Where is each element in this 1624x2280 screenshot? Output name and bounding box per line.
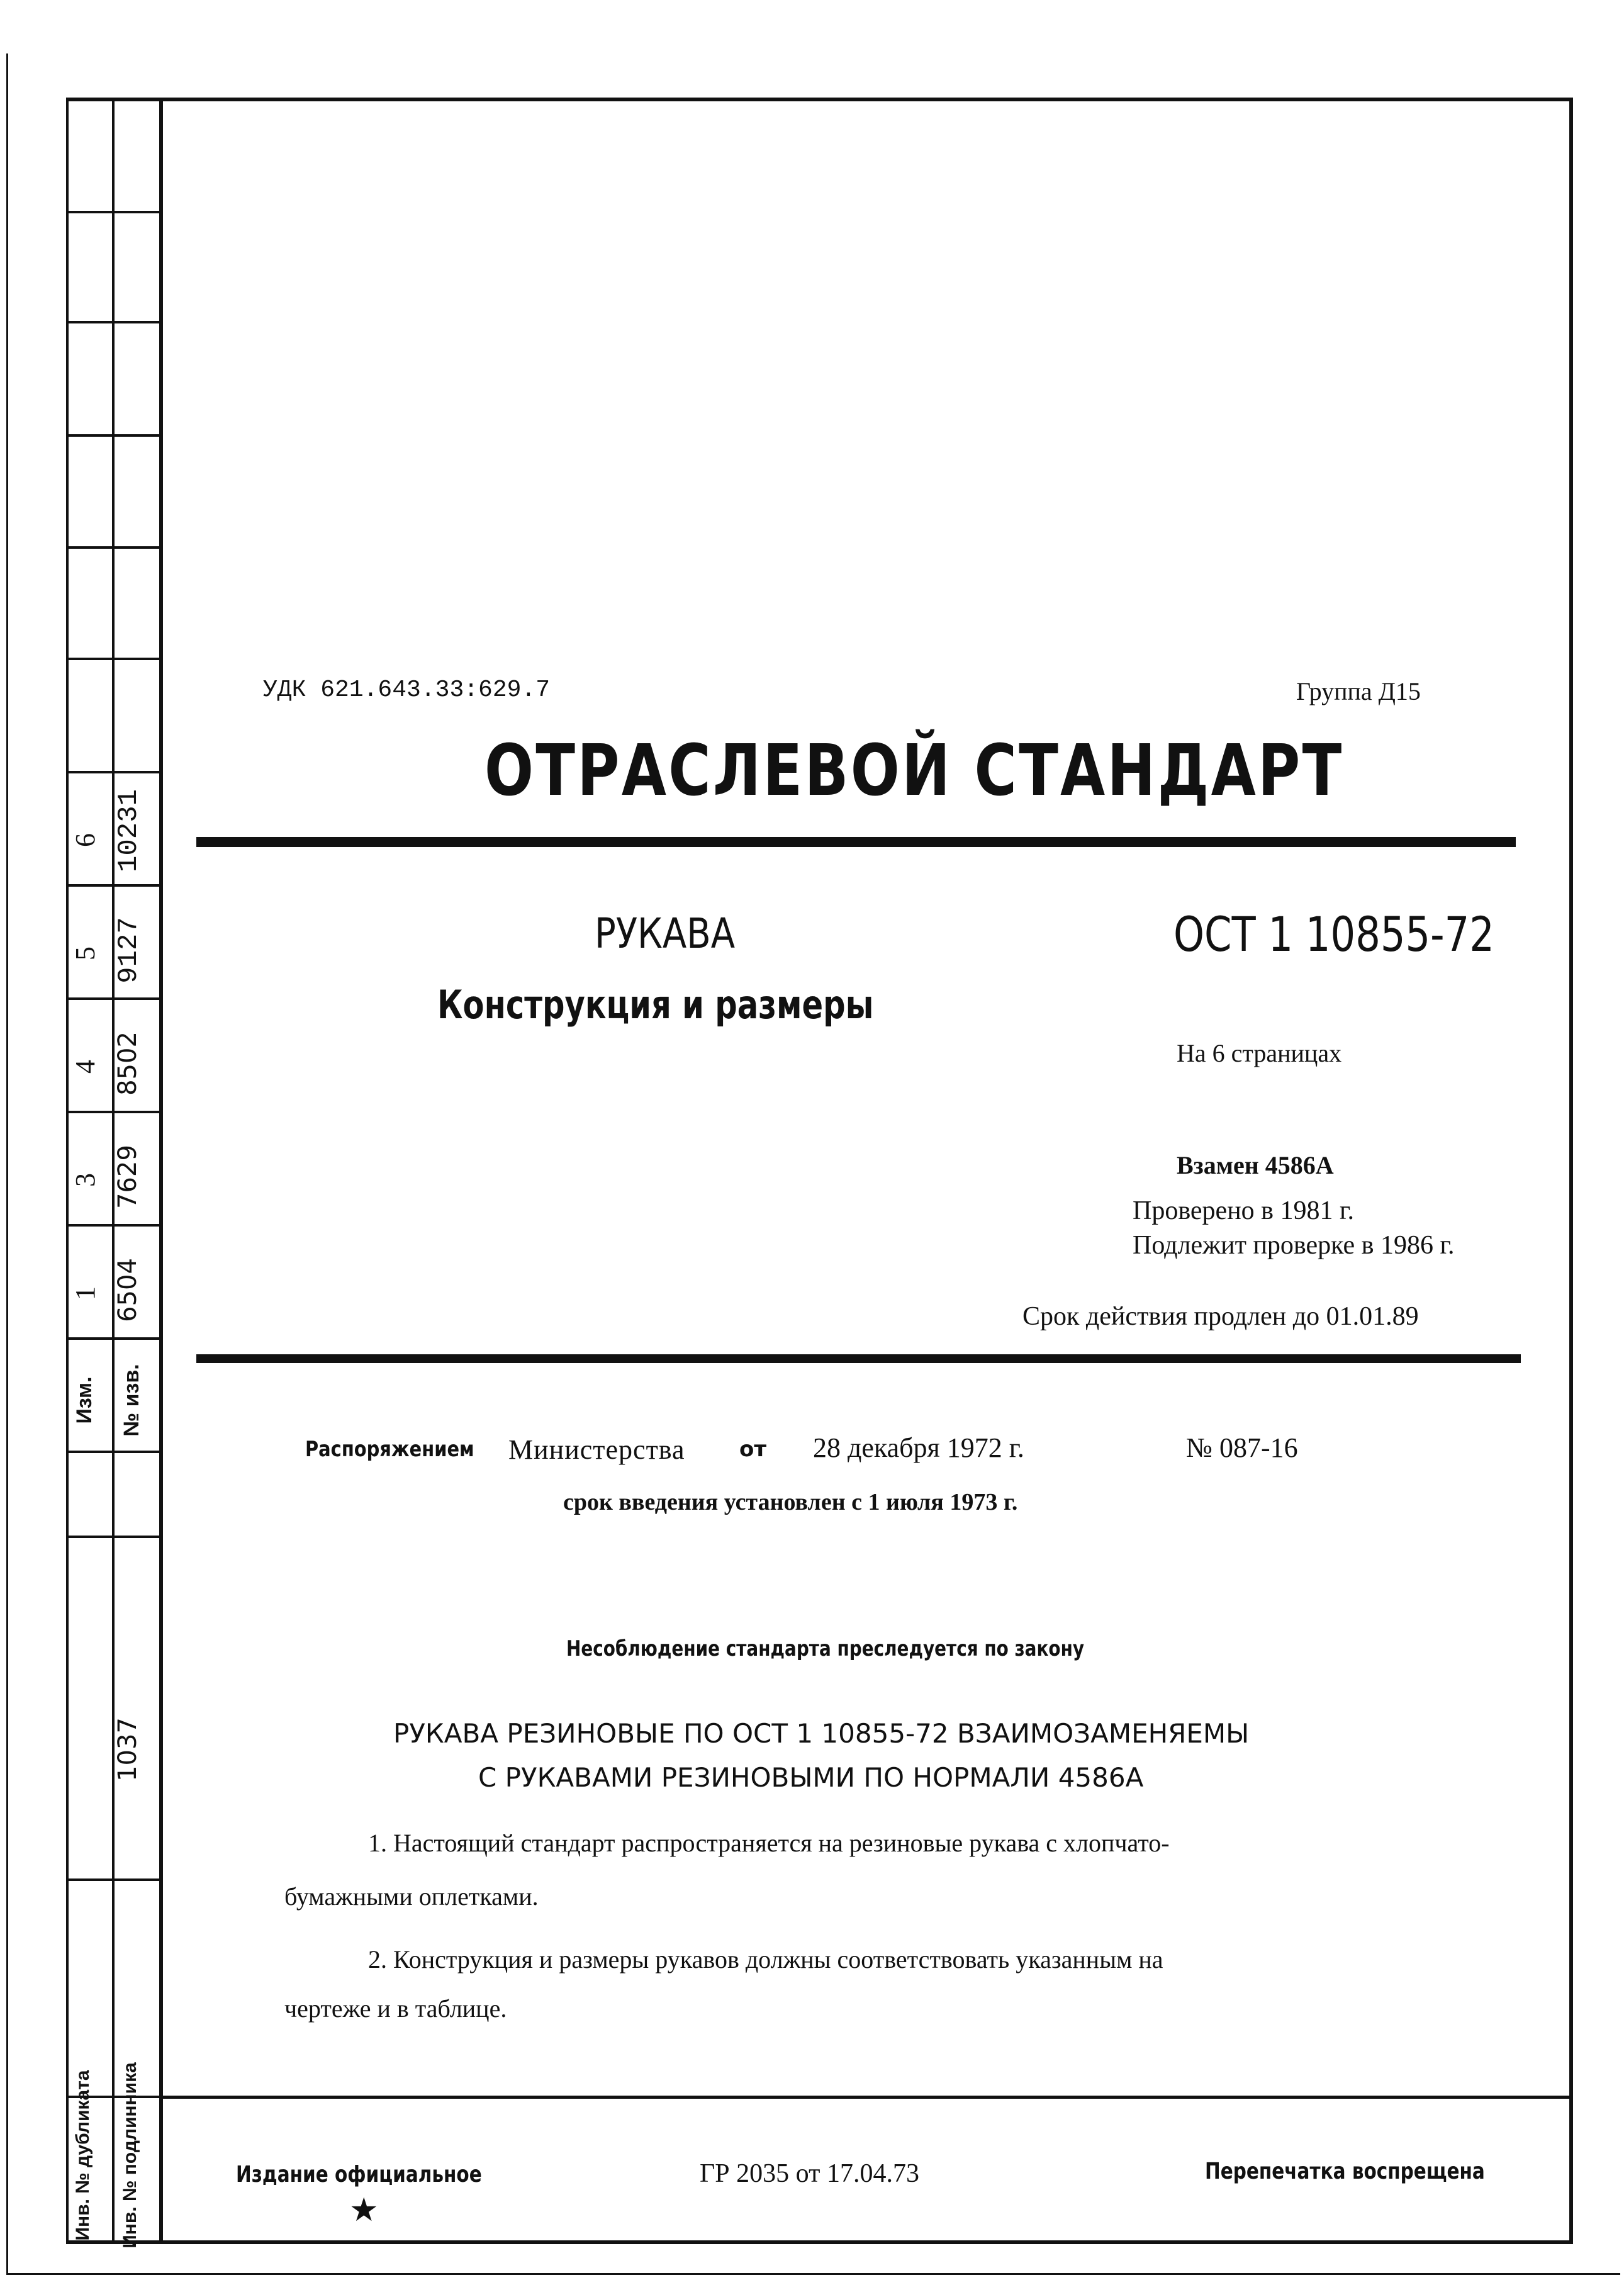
sidebar-inv-number: 1037 bbox=[113, 1717, 142, 1782]
checked-year: Проверено в 1981 г. bbox=[1133, 1196, 1354, 1225]
sidebar-rule bbox=[66, 884, 160, 887]
sidebar-rule bbox=[66, 771, 160, 773]
legal-warning: Несоблюдение стандарта преследуется по закону bbox=[566, 1636, 1085, 1661]
standard-title: ОТРАСЛЕВОЙ СТАНДАРТ bbox=[484, 730, 1344, 812]
next-check-year: Подлежит проверке в 1986 г. bbox=[1133, 1231, 1455, 1260]
sidebar-change-4: 4 bbox=[70, 1060, 101, 1074]
replaces: Взамен 4586А bbox=[1177, 1151, 1334, 1179]
outer-frame-bottom bbox=[6, 2273, 1620, 2275]
registration-number: ГР 2035 от 17.04.73 bbox=[700, 2159, 919, 2188]
sidebar-rule bbox=[66, 1111, 160, 1113]
sidebar-change-6: 6 bbox=[70, 833, 101, 847]
outer-frame-left bbox=[6, 53, 8, 2275]
sidebar-doc-8502: 8502 bbox=[113, 1031, 142, 1096]
sidebar-rule bbox=[66, 1224, 160, 1227]
sidebar-left bbox=[66, 98, 69, 2243]
sidebar-doc-6504: 6504 bbox=[113, 1258, 142, 1322]
frame-bottom bbox=[66, 2240, 1573, 2244]
sidebar-rule bbox=[66, 434, 160, 437]
udk-code: УДК 621.643.33:629.7 bbox=[263, 677, 551, 704]
pages-count: На 6 страницах bbox=[1177, 1039, 1342, 1067]
rule-thick-bottom bbox=[196, 1354, 1521, 1363]
frame-top bbox=[66, 98, 1573, 101]
order-date: 28 декабря 1972 г. bbox=[813, 1432, 1024, 1463]
subject-title: РУКАВА bbox=[595, 909, 736, 958]
sidebar-doc-7629: 7629 bbox=[113, 1145, 142, 1209]
interchange-line-1: РУКАВА РЕЗИНОВЫЕ ПО ОСТ 1 10855-72 ВЗАИМОЗАМЕНЯЕМЫ bbox=[393, 1718, 1250, 1749]
order-from: от bbox=[739, 1437, 767, 1462]
order-ministry: Министерства bbox=[508, 1434, 685, 1465]
star-icon: ★ bbox=[349, 2193, 379, 2228]
paragraph-1-line-1: 1. Настоящий стандарт распространяется на резиновые рукава с хлопчато- bbox=[368, 1829, 1170, 1857]
sidebar-change-3: 3 bbox=[70, 1173, 101, 1187]
standard-code: ОСТ 1 10855-72 bbox=[1173, 906, 1494, 962]
paragraph-2-line-2: чертеже и в таблице. bbox=[284, 1994, 507, 2023]
group-code: Группа Д15 bbox=[1296, 677, 1421, 705]
sidebar-rule bbox=[66, 1878, 160, 1881]
sidebar-rule bbox=[66, 658, 160, 660]
footer-rule bbox=[159, 2096, 1573, 2099]
validity-extended: Срок действия продлен до 01.01.89 bbox=[1022, 1302, 1419, 1331]
order-number: № 087-16 bbox=[1186, 1432, 1298, 1463]
rule-thick-top bbox=[196, 837, 1516, 847]
paragraph-1-line-2: бумажными оплетками. bbox=[284, 1882, 539, 1911]
order-label: Распоряжением bbox=[305, 1437, 474, 1462]
interchange-line-2: С РУКАВАМИ РЕЗИНОВЫМИ ПО НОРМАЛИ 4586А bbox=[478, 1762, 1144, 1793]
sidebar-change-1: 1 bbox=[70, 1286, 101, 1300]
effective-date: срок введения установлен с 1 июля 1973 г. bbox=[563, 1489, 1018, 1515]
sidebar-rule bbox=[66, 1337, 160, 1340]
sidebar-rule bbox=[66, 1451, 160, 1453]
sidebar-change-5: 5 bbox=[70, 946, 101, 960]
paragraph-2-line-1: 2. Конструкция и размеры рукавов должны соответствовать указанным на bbox=[368, 1945, 1163, 1974]
sidebar-rule bbox=[66, 997, 160, 1000]
sidebar-rule bbox=[66, 321, 160, 323]
frame-right bbox=[1569, 98, 1573, 2243]
reprint-prohibited: Перепечатка воспрещена bbox=[1205, 2159, 1485, 2184]
sidebar-doc-9127: 9127 bbox=[113, 917, 145, 984]
sidebar-label-doc: № изв. bbox=[120, 1364, 143, 1437]
sidebar-label-change: Изм. bbox=[72, 1376, 96, 1424]
sidebar-rule bbox=[66, 211, 160, 213]
frame-inner-left bbox=[159, 98, 163, 2243]
sidebar-rule bbox=[66, 546, 160, 549]
sidebar-label-duplicate: Инв. № дубликата bbox=[72, 2070, 93, 2241]
sidebar-label-original: Инв. № подлинника bbox=[120, 2062, 140, 2249]
official-edition: Издание официальное bbox=[236, 2162, 482, 2187]
sidebar-doc-10231: 10231 bbox=[113, 789, 145, 873]
subject-subtitle: Конструкция и размеры bbox=[437, 982, 874, 1028]
sidebar-rule bbox=[66, 1536, 160, 1538]
